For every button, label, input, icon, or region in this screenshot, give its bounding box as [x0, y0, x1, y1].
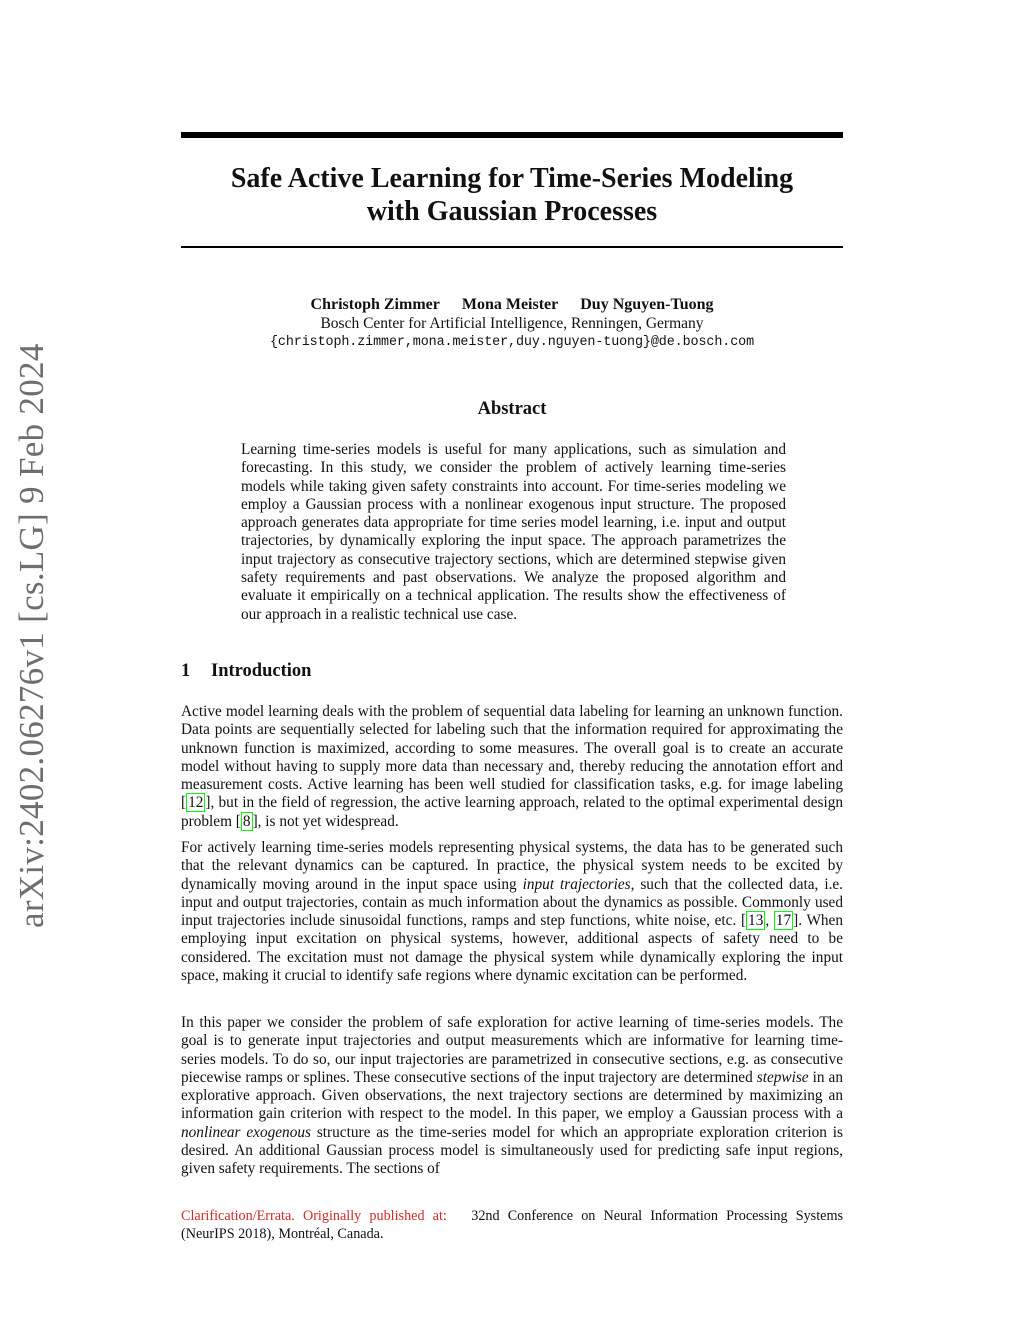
text-run: In this paper we consider the problem of safe exploration for active learning of time-series models. The goal is to generate input trajectories and output measurements which are informative for learning time-series models. To do so, our input trajectories are parametrized in consecutive sections, e.g. as consecutive piecewise ramps or splines. These consecutive sections of the input trajectory are determined	[181, 1014, 843, 1086]
abstract-heading: Abstract	[477, 399, 547, 419]
arxiv-side-stamp: arXiv:2402.06276v1 [cs.LG] 9 Feb 2024	[12, 343, 51, 928]
text-run: For actively learning time-series models representing physical systems, the data has to be generated such that the relevant dynamics can be captured. In practice, the physical system needs to be excited by dynamically moving around in the input space using	[181, 839, 843, 893]
text-run: ], but in the field of regression, the active learning approach, related to the optimal experimental design problem [	[181, 794, 843, 830]
citation-link[interactable]: 8	[242, 812, 251, 830]
text-run: Active model learning deals with the problem of sequential data labeling for learning an unknown function. Data points are sequentially selected for labeling such that the information required for approximating the unknown function is maximized, according to some measures. The overall goal is to create an accurate model without having to supply more data than necessary and, thereby reducing the annotation effort and measurement costs. Active learning has been well studied for classification tasks, e.g. for image labeling [	[181, 703, 843, 812]
affiliation: Bosch Center for Artificial Intelligence, Renningen, Germany	[320, 315, 704, 332]
emphasis-text: stepwise	[756, 1068, 809, 1086]
intro-paragraph-1	[181, 703, 843, 831]
text-run: ,	[765, 912, 774, 930]
text-run: ]. When employing input excitation on physical systems, however, additional aspects of safety need to be considered. The excitation must not damage the physical system while dynamically exploring the input space, making it crucial to identify safe regions where dynamic excitation can be performed.	[181, 912, 843, 985]
intro-paragraph-2	[181, 839, 843, 985]
footnote	[181, 1207, 843, 1243]
text-run: in an explorative approach. Given observations, the next trajectory sections are determined by maximizing an information gain criterion with respect to the model. In this paper, we employ a Gaussian process with a	[181, 1068, 843, 1123]
paper-title	[181, 162, 843, 228]
title-line-1: Safe Active Learning for Time-Series Modeling	[230, 163, 794, 194]
author-name: Mona Meister	[461, 296, 559, 313]
errata-note: Clarification/Errata. Originally published at:	[181, 1208, 447, 1224]
section-heading-introduction	[181, 660, 843, 682]
title-bottom-rule	[181, 246, 843, 248]
author-name: Duy Nguyen-Tuong	[580, 296, 714, 313]
title-top-rule	[181, 132, 843, 138]
title-line-2: with Gaussian Processes	[366, 196, 658, 227]
intro-paragraph-3	[181, 1014, 843, 1179]
citation-link[interactable]: 13	[748, 912, 764, 930]
section-number: 1	[181, 661, 191, 681]
conference-note: 32nd Conference on Neural Information Processing Systems (NeurIPS 2018), Montréal, Canada.	[181, 1208, 843, 1242]
abstract-text: Learning time-series models is useful for many applications, such as simulation and forecasting. In this study, we consider the problem of actively learning time-series models while taking given safety constraints into account. For time-series modeling we employ a Gaussian process with a nonlinear exogenous input structure. The proposed approach generates data appropriate for time series model learning, i.e. input and output trajectories, by dynamically exploring the input space. The approach parametrizes the input trajectory as consecutive trajectory sections, which are determined stepwise given safety requirements and past observations. We analyze the proposed algorithm and evaluate it empirically on a technical application. The results show the effectiveness of our approach in a realistic technical use case.	[241, 441, 786, 623]
text-run: structure as the time-series model for which an appropriate exploration criterion is desired. An additional Gaussian process model is simultaneously used for predicting safe input regions, given safety requirements. The sections of	[181, 1123, 843, 1178]
section-title: Introduction	[211, 661, 312, 681]
text-run: , such that the collected data, i.e. input and output trajectories, contain as much information about the dynamics as possible. Commonly used input trajectories include sinusoidal functions, ramps and step functions, white noise, etc. [	[181, 875, 844, 930]
emphasis-text: input trajectories	[522, 875, 631, 893]
author-emails: {christoph.zimmer,mona.meister,duy.nguyen-tuong}@de.bosch.com	[269, 335, 755, 350]
text-run: ], is not yet widespread.	[252, 812, 399, 830]
author-list	[181, 295, 843, 315]
citation-link[interactable]: 17	[775, 912, 792, 930]
citation-link[interactable]: 12	[188, 794, 204, 812]
author-name: Christoph Zimmer	[310, 296, 440, 313]
emphasis-text: nonlinear exogenous	[181, 1123, 311, 1141]
